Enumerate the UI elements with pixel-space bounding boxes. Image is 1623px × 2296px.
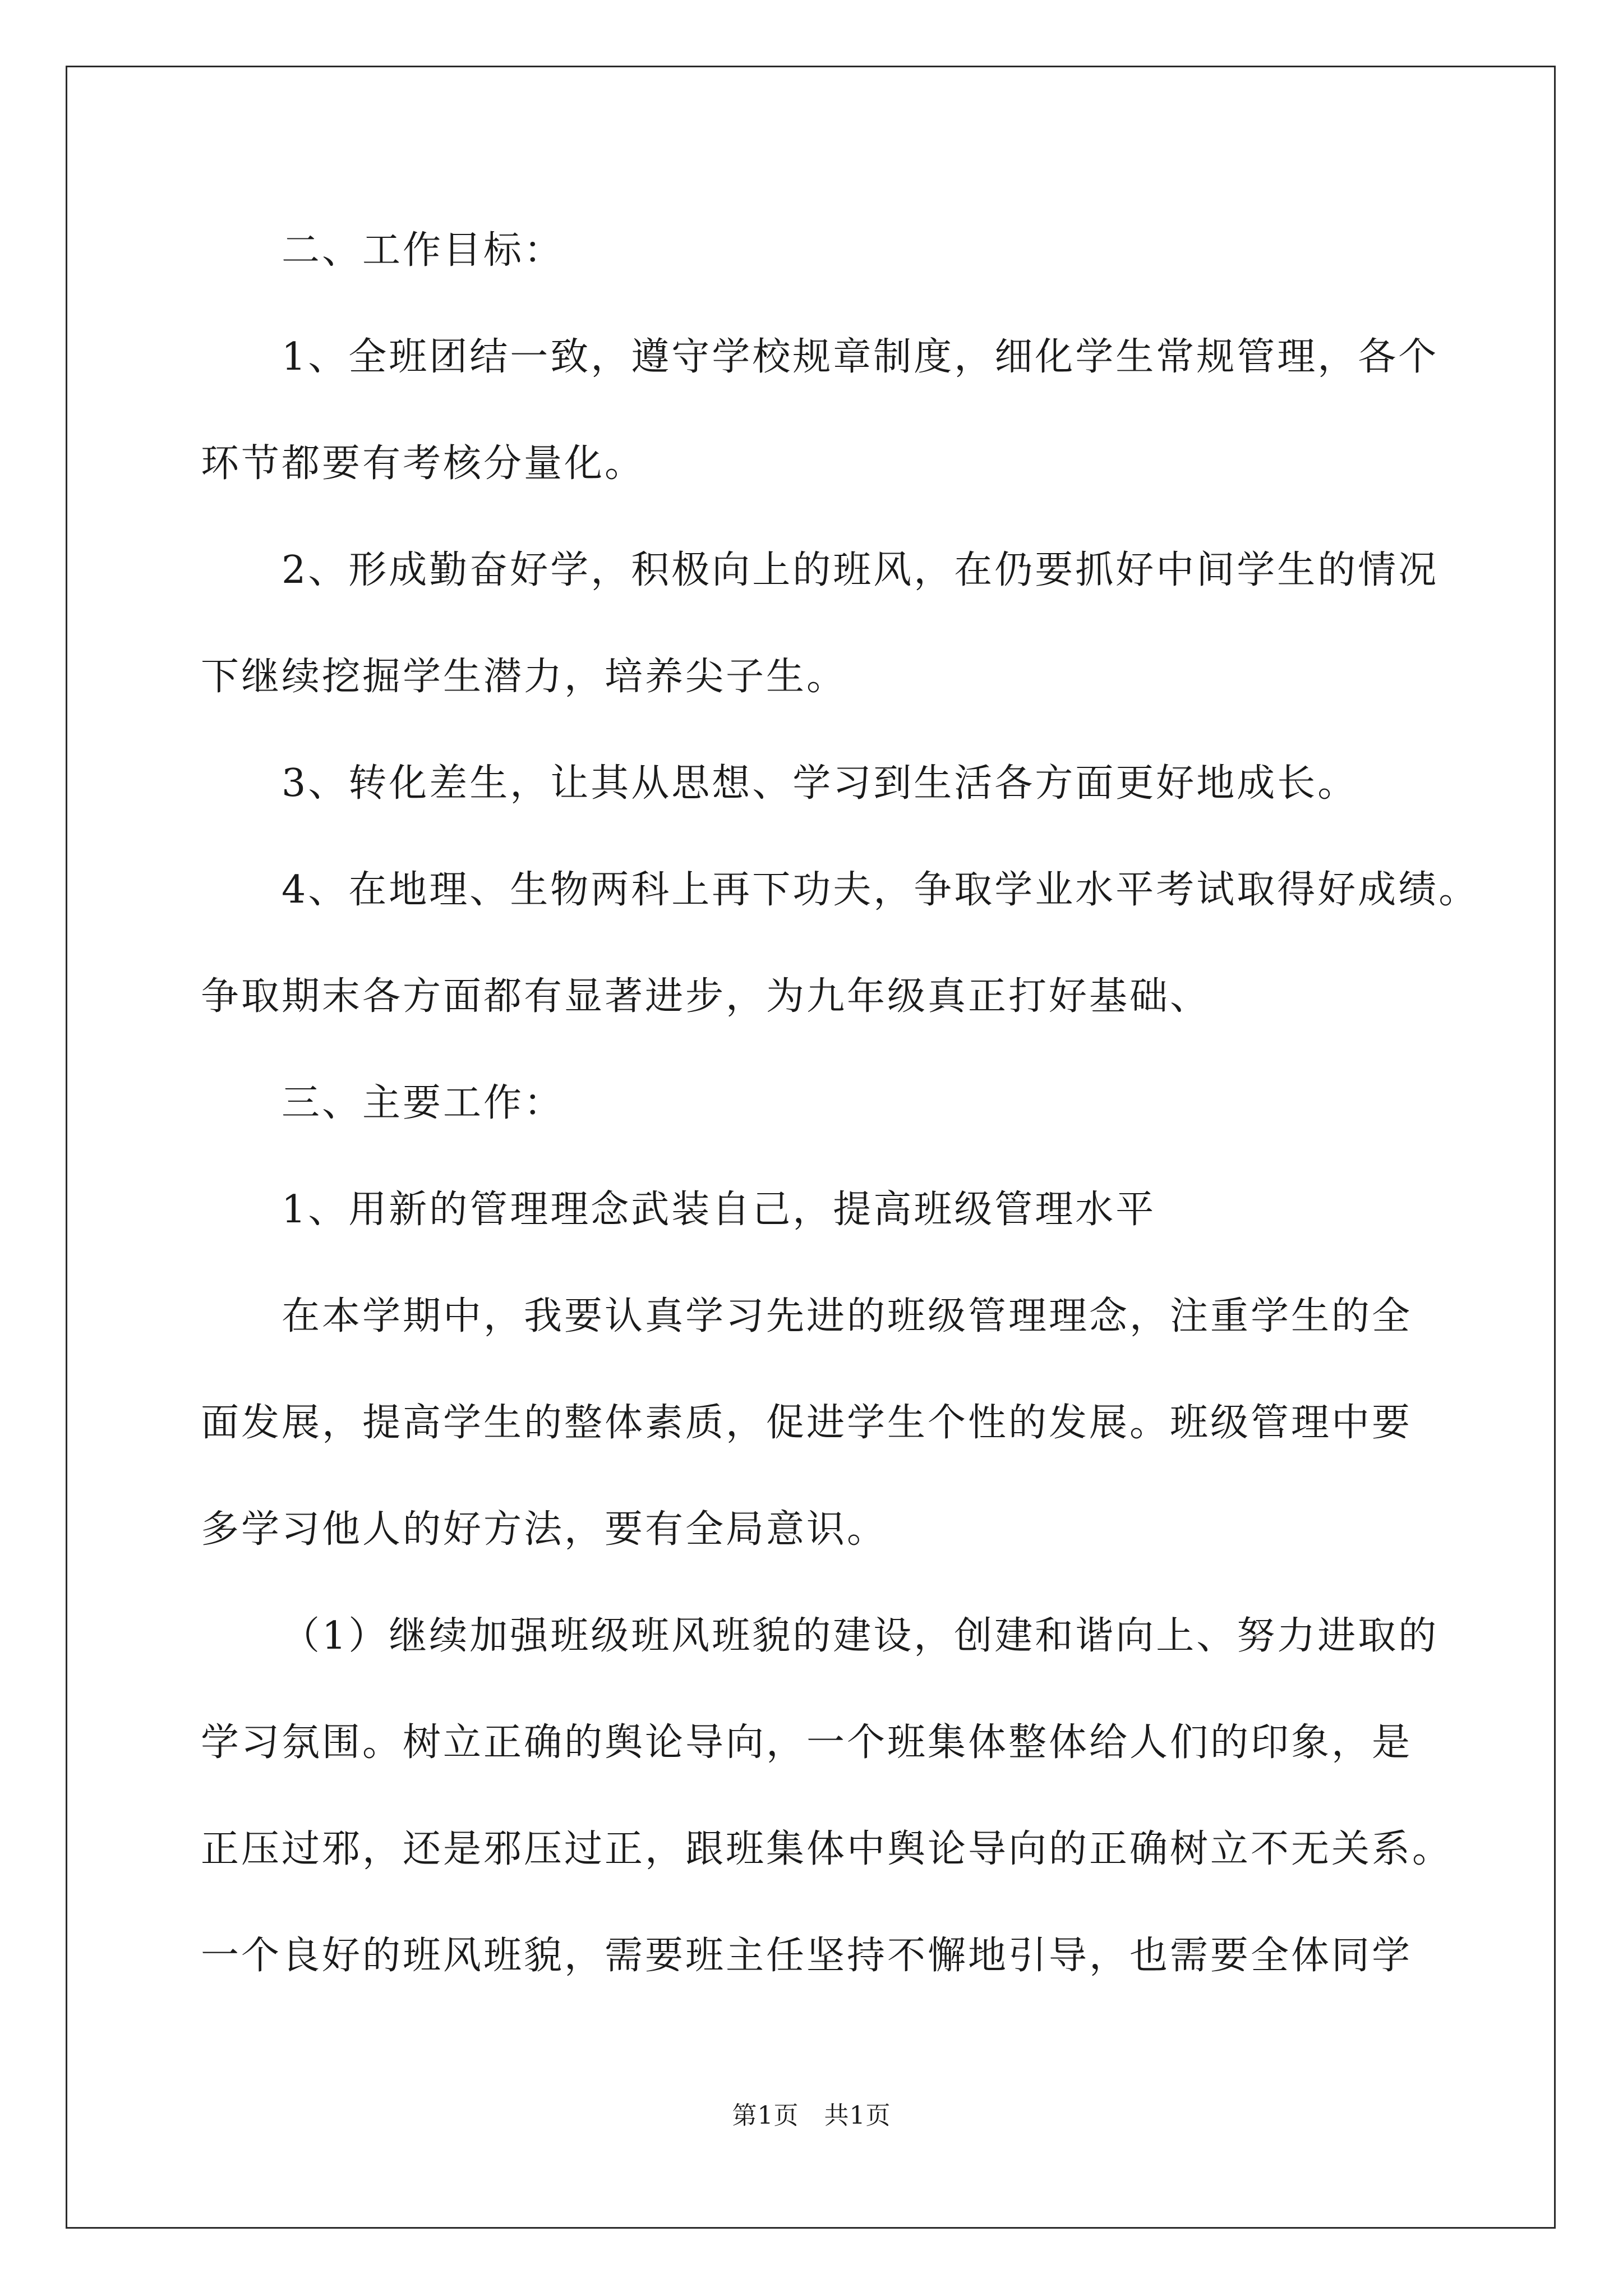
page-footer	[0, 2099, 1623, 2133]
page-number-total: 共1页	[824, 2101, 891, 2130]
paragraph-line: 在本学期中，我要认真学习先进的班级管理理念，注重学生的全	[282, 1294, 1413, 1338]
paragraph-line: 面发展，提高学生的整体素质，促进学生个性的发展。班级管理中要	[201, 1401, 1413, 1445]
page-number-current: 第1页	[732, 2101, 799, 2130]
paragraph-line: 3、转化差生，让其从思想、学习到生活各方面更好地成长。	[282, 761, 1358, 806]
paragraph-line: 正压过邪，还是邪压过正，跟班集体中舆论导向的正确树立不无关系。	[201, 1827, 1453, 1871]
heading-work-goals: 二、工作目标：	[282, 228, 565, 273]
paragraph-line: 下继续挖掘学生潜力，培养尖子生。	[201, 655, 847, 699]
paragraph-line: 学习氛围。树立正确的舆论导向，一个班集体整体给人们的印象，是	[201, 1720, 1413, 1765]
paragraph-line: 一个良好的班风班貌，需要班主任坚持不懈地引导，也需要全体同学	[201, 1934, 1413, 1978]
heading-main-work: 三、主要工作：	[282, 1081, 565, 1125]
paragraph-line: 1、全班团结一致，遵守学校规章制度，细化学生常规管理，各个	[282, 335, 1439, 379]
paragraph-line: 4、在地理、生物两科上再下功夫，争取学业水平考试取得好成绩。	[282, 868, 1479, 912]
page-border	[66, 66, 1556, 2229]
paragraph-line: 多学习他人的好方法，要有全局意识。	[201, 1507, 888, 1552]
paragraph-line: （1）继续加强班级班风班貌的建设，创建和谐向上、努力进取的	[282, 1614, 1439, 1658]
paragraph-line: 1、用新的管理理念武装自己，提高班级管理水平	[282, 1188, 1156, 1232]
paragraph-line: 环节都要有考核分量化。	[201, 441, 645, 486]
paragraph-line: 2、形成勤奋好学，积极向上的班风，在仍要抓好中间学生的情况	[282, 548, 1439, 592]
paragraph-line: 争取期末各方面都有显著进步，为九年级真正打好基础、	[201, 974, 1211, 1019]
